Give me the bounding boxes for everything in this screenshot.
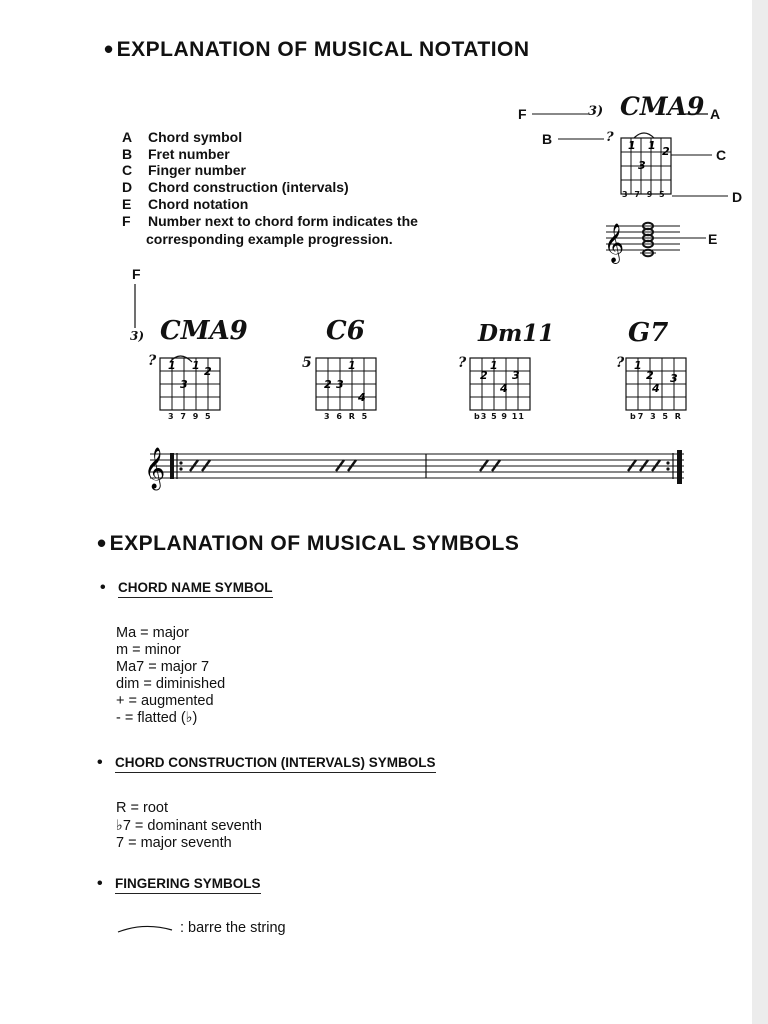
legend-text: Number next to chord form indicates the: [148, 213, 418, 229]
symbols-title: [97, 528, 519, 559]
svg-text:1: 1: [348, 359, 356, 372]
bullet-icon: •: [100, 579, 106, 596]
progression-pointer-line: [130, 284, 140, 330]
svg-text:1: 1: [634, 359, 642, 372]
svg-text:3: 3: [336, 378, 344, 391]
legend-key: C: [122, 162, 133, 178]
svg-text:1: 1: [628, 139, 636, 152]
callout-b: B: [542, 131, 553, 147]
svg-text:1: 1: [192, 359, 200, 372]
callout-d: D: [732, 189, 743, 205]
legend-text: Fret number: [148, 146, 230, 162]
chord-diagram-cma9: [156, 346, 226, 416]
chord-diagram-dm11: [466, 346, 536, 416]
callout-a: A: [710, 106, 721, 122]
list-item: - = flatted (♭): [116, 710, 198, 726]
svg-text:𝄞: 𝄞: [144, 448, 166, 489]
chord-name-g7: G7: [628, 318, 669, 348]
legend-item-f: [122, 213, 418, 229]
bullet-icon: •: [97, 528, 107, 558]
list-item: Ma7 = major 7: [116, 659, 210, 675]
legend-text: Chord symbol: [148, 129, 243, 145]
callout-d-line: [670, 186, 730, 206]
example-progression-number: 3): [588, 104, 604, 119]
bullet-icon: •: [97, 875, 103, 892]
legend-item-a: [122, 129, 242, 145]
chord-intervals: b3 5 9 11: [474, 412, 525, 421]
legend-item-c: [122, 162, 246, 178]
example-chord-symbol: CMA9: [620, 92, 705, 121]
example-fret-number: ?: [606, 130, 614, 145]
bullet-icon: •: [97, 754, 103, 771]
svg-text:3: 3: [670, 372, 678, 385]
legend-text: corresponding example progression.: [146, 231, 393, 247]
svg-text:2: 2: [204, 365, 212, 378]
legend-item-d: [122, 179, 349, 195]
list-item: + = augmented: [116, 693, 214, 709]
callout-c: C: [716, 147, 727, 163]
svg-text:1: 1: [490, 359, 498, 372]
chord-intervals: 3 6 R 5: [324, 412, 370, 421]
chord-name-cma9: CMA9: [160, 316, 248, 346]
chord-name-dm11: Dm11: [478, 320, 555, 347]
callout-b-line: [556, 130, 606, 150]
svg-text:2: 2: [646, 369, 654, 382]
list-item: dim = diminished: [116, 676, 226, 692]
chord-name-heading-text: CHORD NAME SYMBOL: [118, 580, 273, 598]
example-intervals: 3 7 9 5: [622, 190, 667, 199]
svg-text:1: 1: [168, 359, 176, 372]
legend-text: Chord notation: [148, 196, 249, 212]
legend-item-f-continued: [146, 231, 393, 247]
callout-a-line: [680, 104, 710, 124]
legend-key: A: [122, 129, 133, 145]
list-item: ♭7 = dominant seventh: [116, 818, 262, 834]
list-item: : barre the string: [180, 920, 286, 936]
legend-item-e: [122, 196, 248, 212]
svg-text:2: 2: [480, 369, 488, 382]
legend-item-b: [122, 146, 230, 162]
list-item: 7 = major seventh: [116, 835, 232, 851]
chord-name-c6: C6: [326, 316, 365, 346]
rhythm-staff: [140, 436, 700, 496]
legend-text: Finger number: [148, 162, 247, 178]
chord-fret-number: ?: [148, 353, 157, 369]
barre-icon: [116, 920, 176, 936]
notation-title-text: EXPLANATION OF MUSICAL NOTATION: [116, 38, 530, 61]
callout-f: F: [518, 106, 527, 122]
bullet-icon: •: [104, 34, 114, 64]
chord-fret-number: ?: [458, 355, 467, 371]
progression-number: 3): [130, 329, 145, 343]
legend-key: B: [122, 146, 133, 162]
example-chord-notation: [602, 214, 712, 264]
intervals-heading: [97, 754, 436, 772]
svg-text:1: 1: [648, 139, 656, 152]
intervals-heading-text: CHORD CONSTRUCTION (INTERVALS) SYMBOLS: [115, 755, 436, 773]
progression-label-f: F: [132, 266, 141, 282]
page-margin: [752, 0, 768, 1024]
chord-fret-number: 5: [302, 355, 312, 371]
chord-diagram-g7: [622, 346, 692, 416]
svg-text:2: 2: [324, 378, 332, 391]
fingering-heading-text: FINGERING SYMBOLS: [115, 876, 261, 894]
svg-text:2: 2: [662, 145, 670, 158]
notation-title: [104, 34, 530, 65]
svg-text:4: 4: [652, 382, 660, 395]
legend-key: D: [122, 179, 133, 195]
chord-name-heading: [100, 579, 273, 597]
chord-fret-number: ?: [616, 355, 625, 371]
legend-key: E: [122, 196, 132, 212]
list-item: m = minor: [116, 642, 181, 658]
chord-intervals: 3 7 9 5: [168, 412, 213, 421]
chord-intervals: b7 3 5 R: [630, 412, 683, 421]
svg-text:4: 4: [358, 391, 366, 404]
list-item: Ma = major: [116, 625, 189, 641]
svg-text:3: 3: [180, 378, 188, 391]
svg-text:𝄞: 𝄞: [604, 223, 625, 263]
svg-text:3: 3: [512, 369, 520, 382]
fingering-heading: [97, 875, 261, 893]
callout-f-line: [530, 104, 590, 124]
svg-text:4: 4: [500, 382, 508, 395]
svg-text:3: 3: [638, 159, 646, 172]
list-item: R = root: [116, 800, 168, 816]
callout-e: E: [708, 231, 718, 247]
symbols-title-text: EXPLANATION OF MUSICAL SYMBOLS: [109, 532, 520, 555]
legend-text: Chord construction (intervals): [148, 179, 349, 195]
legend-key: F: [122, 213, 131, 229]
chord-diagram-c6: [312, 346, 382, 416]
